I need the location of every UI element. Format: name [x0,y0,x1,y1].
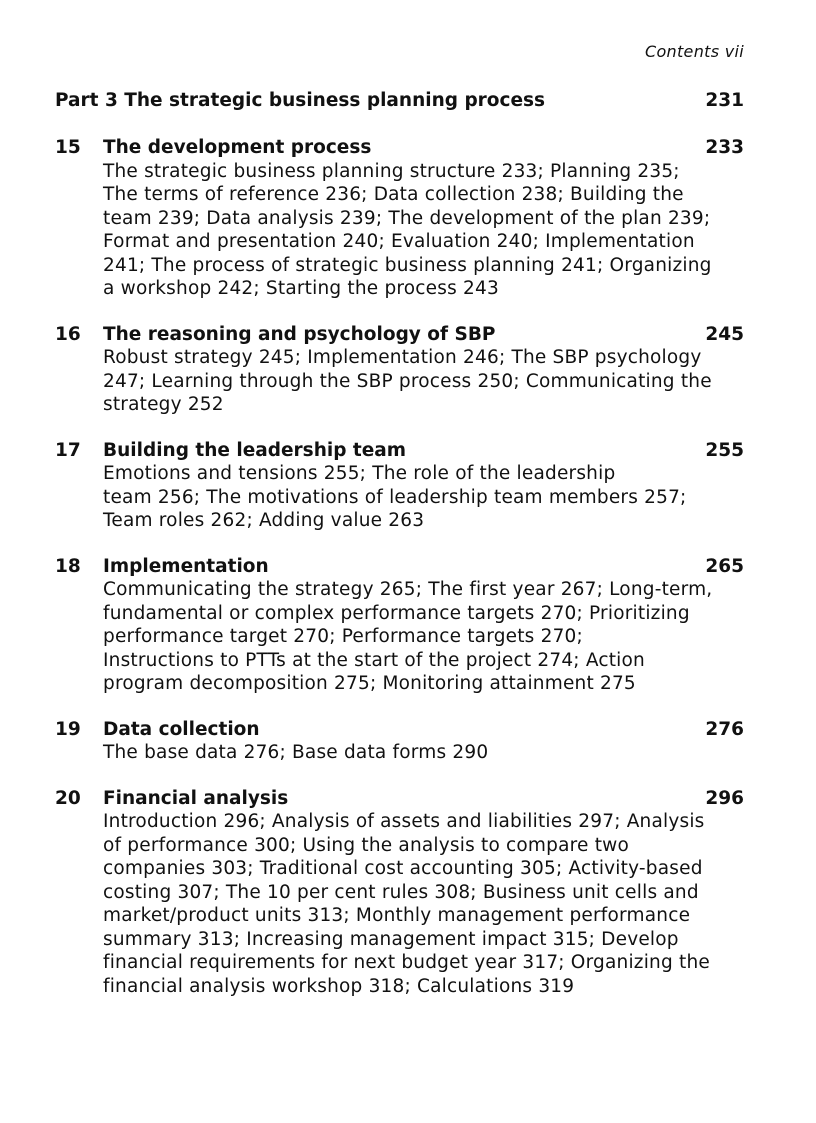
chapter-sections [103,810,723,998]
chapter-sections [103,346,723,417]
section-line: Emotions and tensions 255; The role of the leadership [103,463,616,484]
section-line: 247; Learning through the SBP process 250; Communicating the [103,370,712,392]
section-line: The terms of reference 236; Data collection 238; Building the [103,184,684,205]
chapter-number: 17 [55,439,81,461]
chapter-number: 19 [55,718,81,740]
toc-entry [55,136,744,301]
chapter-title: Financial analysis [103,787,289,809]
chapter-heading [55,323,744,347]
chapter-sections [103,741,723,765]
toc-entry [55,718,744,765]
part-page: 231 [705,90,744,111]
chapter-heading [55,136,744,160]
section-line: costing 307; The 10 per cent rules 308; Business unit cells and [103,881,699,903]
section-line: team 239; Data analysis 239; The development of the plan 239; [103,207,711,229]
section-line: performance target 270; Performance targets 270; [103,626,583,647]
section-line: team 256; The motivations of leadership team members 257; [103,486,687,508]
section-line: The base data 276; Base data forms 290 [103,742,489,763]
section-line: of performance 300; Using the analysis to compare two [103,834,629,856]
chapter-sections [103,578,723,696]
chapter-title: The reasoning and psychology of SBP [103,323,496,345]
chapter-heading [55,439,744,463]
chapter-title: Implementation [103,555,269,577]
section-line: summary 313; Increasing management impact 315; Develop [103,928,679,950]
section-line: The strategic business planning structure 233; Planning 235; [103,160,680,182]
section-line: fundamental or complex performance targets 270; Prioritizing [103,602,690,624]
chapter-number: 20 [55,787,81,809]
chapter-page: 296 [705,787,744,809]
chapter-sections [103,160,723,301]
chapter-list [55,136,744,1020]
chapter-page: 233 [705,137,744,158]
toc-entry [55,555,744,696]
section-line: market/product units 313; Monthly management performance [103,905,691,926]
toc-entry [55,439,744,533]
section-line: companies 303; Traditional cost accounting 305; Activity-based [103,858,703,879]
chapter-number: 15 [55,137,81,158]
running-head: Contents vii [644,42,744,61]
chapter-page: 276 [705,718,744,740]
chapter-page: 255 [705,439,744,461]
section-line: Format and presentation 240; Evaluation 240; Implementation [103,231,695,252]
part-heading [55,90,744,111]
section-line: Team roles 262; Adding value 263 [103,510,425,531]
chapter-heading [55,555,744,579]
chapter-number: 18 [55,555,81,577]
section-line: Introduction 296; Analysis of assets and liabilities 297; Analysis [103,811,705,832]
chapter-sections [103,462,723,533]
chapter-title: Building the leadership team [103,439,407,461]
chapter-page: 265 [705,555,744,577]
toc-entry [55,323,744,417]
chapter-title: The development process [103,137,372,158]
toc-entry [55,787,744,999]
section-line: Instructions to PTTs at the start of the project 274; Action [103,649,645,671]
chapter-page: 245 [705,323,744,345]
chapter-title: Data collection [103,718,260,740]
section-line: strategy 252 [103,394,224,415]
section-line: program decomposition 275; Monitoring attainment 275 [103,673,636,694]
section-line: Robust strategy 245; Implementation 246; The SBP psychology [103,347,702,368]
chapter-number: 16 [55,323,81,345]
section-line: Communicating the strategy 265; The first year 267; Long-term, [103,579,713,600]
chapter-heading [55,718,744,742]
part-title: Part 3 The strategic business planning process [55,90,546,111]
chapter-heading [55,787,744,811]
section-line: financial requirements for next budget year 317; Organizing the [103,952,710,973]
section-line: a workshop 242; Starting the process 243 [103,278,499,299]
section-line: financial analysis workshop 318; Calculations 319 [103,975,575,997]
section-line: 241; The process of strategic business planning 241; Organizing [103,254,712,276]
